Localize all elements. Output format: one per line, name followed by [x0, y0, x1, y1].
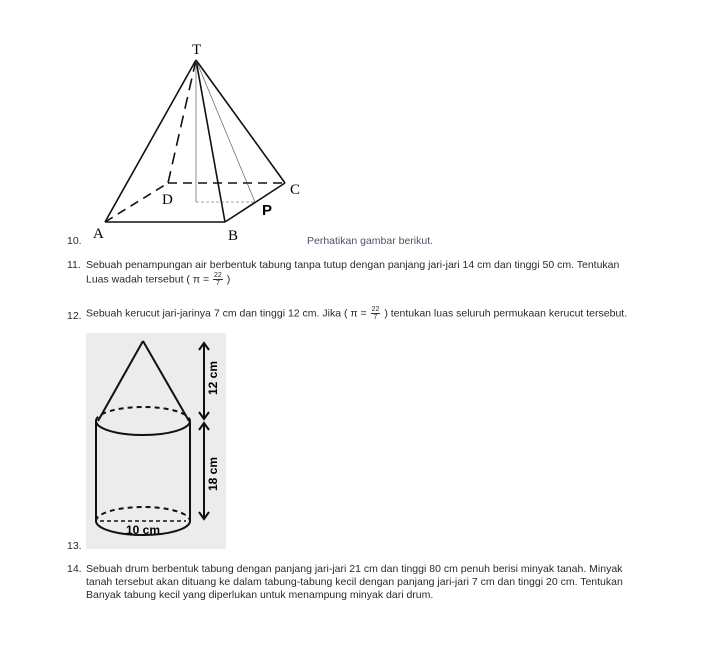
- q12-frac-num: 22: [371, 306, 380, 313]
- top-ellipse-back: [96, 407, 190, 421]
- label-a: A: [93, 226, 104, 242]
- diameter-label: 10 cm: [126, 523, 161, 537]
- q11-line2-suffix: ): [226, 273, 231, 286]
- q11-line1: Sebuah penampungan air berbentuk tabung tanpa tutup dengan panjang jari-jari 14 cm dan tinggi 50 cm. Tentukan: [86, 259, 620, 271]
- q12-number: 12.: [67, 310, 82, 322]
- q14-line1: Sebuah drum berbentuk tabung dengan panjang jari-jari 21 cm dan tinggi 80 cm penuh berisi minyak tanah. Minyak: [86, 563, 623, 575]
- edge-bc: [225, 183, 285, 222]
- label-p: P: [262, 202, 273, 219]
- q10-number: 10.: [67, 235, 82, 247]
- q12-pi-fraction: [371, 306, 381, 321]
- q11-line2: [86, 272, 230, 287]
- q11-frac-den: 7: [215, 280, 220, 287]
- cone-height-label: 12 cm: [206, 360, 220, 395]
- q10-caption: Perhatikan gambar berikut.: [307, 235, 434, 247]
- label-b: B: [228, 228, 239, 244]
- cone-cylinder-figure: [86, 333, 226, 549]
- pyramid-figure: [88, 34, 308, 244]
- label-c: C: [290, 182, 301, 198]
- q11-frac-num: 22: [214, 272, 222, 279]
- top-ellipse-front: [96, 421, 190, 435]
- q14-line3: Banyak tabung kecil yang diperlukan untuk menampung minyak dari drum.: [86, 589, 434, 601]
- q11-line2-prefix: Luas wadah tersebut ( π =: [86, 273, 210, 286]
- q11-pi-fraction: [213, 272, 223, 287]
- edge-ad: [105, 183, 168, 222]
- label-t: T: [192, 42, 202, 58]
- q12-suffix: ) tentukan luas seluruh permukaan kerucut tersebut.: [384, 307, 628, 320]
- q14-number: 14.: [67, 563, 82, 575]
- q14-line2: tanah tersebut akan dituang ke dalam tabung-tabung kecil dengan panjang jari-jari 7 cm dan tinggi 20 cm. Tentukan: [86, 576, 623, 588]
- q12-prefix: Sebuah kerucut jari-jarinya 7 cm dan tinggi 12 cm. Jika ( π =: [86, 307, 367, 320]
- cyl-height-label: 18 cm: [206, 456, 220, 491]
- cone-cylinder-svg: [86, 333, 226, 549]
- q13-number: 13.: [67, 540, 82, 552]
- edge-ta: [105, 60, 196, 222]
- label-d: D: [162, 192, 173, 208]
- q12-frac-den: 7: [373, 314, 378, 321]
- edge-td: [168, 60, 196, 183]
- q12-line: [86, 306, 627, 321]
- edge-tb: [196, 60, 225, 222]
- slant-line: [196, 60, 255, 202]
- q11-number: 11.: [67, 259, 81, 271]
- bottom-ellipse-back: [96, 507, 190, 521]
- edge-tc: [196, 60, 285, 183]
